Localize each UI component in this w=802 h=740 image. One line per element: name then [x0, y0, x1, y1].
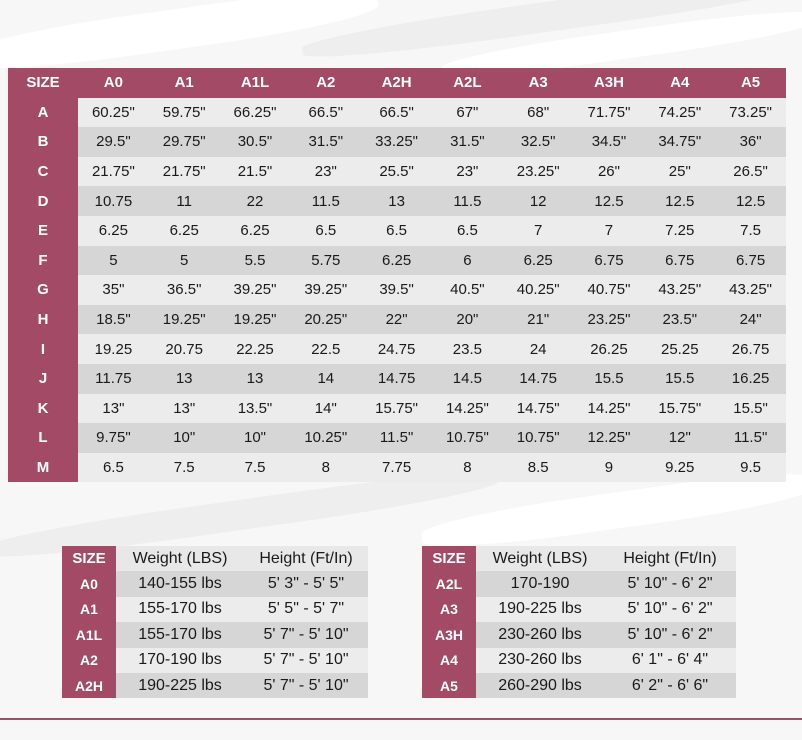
measurement-cell: 59.75" [149, 98, 220, 128]
height-header: Height (Ft/In) [244, 546, 368, 571]
height-cell: 5' 7" - 5' 10" [244, 622, 368, 647]
measurement-cell: 34.75" [644, 127, 715, 157]
measurement-cell: 21.75" [149, 157, 220, 187]
size-column-header-a3h: A3H [574, 68, 645, 98]
table-row [8, 157, 786, 187]
size-label: A1L [62, 622, 116, 647]
measurement-label: F [8, 246, 78, 276]
measurement-cell: 8 [290, 453, 361, 483]
measurement-cell: 40.75" [574, 275, 645, 305]
table-row [8, 275, 786, 305]
measurement-cell: 40.25" [503, 275, 574, 305]
measurement-cell: 36.5" [149, 275, 220, 305]
measurement-label: H [8, 305, 78, 335]
measurement-cell: 9 [574, 453, 645, 483]
measurement-cell: 24" [715, 305, 786, 335]
size-label: A0 [62, 571, 116, 596]
table-row [62, 673, 368, 698]
size-label: A5 [422, 673, 476, 698]
measurement-cell: 43.25" [644, 275, 715, 305]
measurement-cell: 36" [715, 127, 786, 157]
measurement-cell: 19.25" [220, 305, 291, 335]
measurement-cell: 20.75 [149, 334, 220, 364]
measurement-cell: 5.75 [290, 246, 361, 276]
measurement-cell: 11.75 [78, 364, 149, 394]
weight-cell: 260-290 lbs [476, 673, 604, 698]
measurement-cell: 7.5 [149, 453, 220, 483]
size-chart-header [8, 68, 786, 98]
measurement-label: I [8, 334, 78, 364]
size-label: A2 [62, 648, 116, 673]
size-column-header-a1l: A1L [220, 68, 291, 98]
measurement-cell: 20" [432, 305, 503, 335]
measurement-cell: 13" [78, 394, 149, 424]
measurement-cell: 22 [220, 186, 291, 216]
size-column-header-a2l: A2L [432, 68, 503, 98]
measurement-cell: 12.5 [644, 186, 715, 216]
measurement-cell: 34.5" [574, 127, 645, 157]
table-row [422, 622, 736, 647]
table-row [8, 305, 786, 335]
measurement-cell: 22" [361, 305, 432, 335]
measurement-cell: 7 [574, 216, 645, 246]
measurement-cell: 31.5" [290, 127, 361, 157]
measurement-cell: 12 [503, 186, 574, 216]
table-row [422, 648, 736, 673]
measurement-cell: 29.75" [149, 127, 220, 157]
measurement-cell: 15.75" [361, 394, 432, 424]
measurement-cell: 40.5" [432, 275, 503, 305]
measurement-cell: 6.25 [361, 246, 432, 276]
measurement-cell: 6.25 [220, 216, 291, 246]
measurement-cell: 30.5" [220, 127, 291, 157]
measurement-cell: 13 [361, 186, 432, 216]
weight-header: Weight (LBS) [476, 546, 604, 571]
size-label: A3 [422, 597, 476, 622]
size-label: A1 [62, 597, 116, 622]
measurement-cell: 6.5 [290, 216, 361, 246]
measurement-cell: 15.5 [574, 364, 645, 394]
measurement-cell: 24 [503, 334, 574, 364]
measurement-cell: 11.5" [361, 423, 432, 453]
measurement-cell: 13 [149, 364, 220, 394]
measurement-cell: 14.25" [432, 394, 503, 424]
measurement-cell: 39.25" [290, 275, 361, 305]
measurement-cell: 23.5" [644, 305, 715, 335]
measurement-cell: 14 [290, 364, 361, 394]
measurement-cell: 7.75 [361, 453, 432, 483]
height-cell: 6' 1" - 6' 4" [604, 648, 736, 673]
measurement-cell: 6.25 [149, 216, 220, 246]
measurement-cell: 12" [644, 423, 715, 453]
measurement-cell: 15.5" [715, 394, 786, 424]
table-row [8, 423, 786, 453]
height-cell: 5' 10" - 6' 2" [604, 622, 736, 647]
measurement-cell: 15.5 [644, 364, 715, 394]
measurement-cell: 8.5 [503, 453, 574, 483]
measurement-cell: 11 [149, 186, 220, 216]
measurement-cell: 22.25 [220, 334, 291, 364]
measurement-label: E [8, 216, 78, 246]
measurement-cell: 6.75 [644, 246, 715, 276]
measurement-cell: 35" [78, 275, 149, 305]
measurement-cell: 10" [149, 423, 220, 453]
weight-height-table-left [62, 546, 368, 698]
height-cell: 5' 10" - 6' 2" [604, 597, 736, 622]
height-cell: 6' 2" - 6' 6" [604, 673, 736, 698]
measurement-cell: 6.5 [432, 216, 503, 246]
size-label: A2L [422, 571, 476, 596]
size-header: SIZE [422, 546, 476, 571]
size-column-header: SIZE [8, 68, 78, 98]
size-label: A3H [422, 622, 476, 647]
measurement-cell: 25.5" [361, 157, 432, 187]
measurement-cell: 12.5 [574, 186, 645, 216]
measurement-cell: 7 [503, 216, 574, 246]
measurement-label: A [8, 98, 78, 128]
weight-cell: 170-190 [476, 571, 604, 596]
measurement-cell: 6.25 [503, 246, 574, 276]
table-row [8, 246, 786, 276]
measurement-cell: 13" [149, 394, 220, 424]
measurement-cell: 32.5" [503, 127, 574, 157]
size-column-header-a3: A3 [503, 68, 574, 98]
measurement-cell: 12.5 [715, 186, 786, 216]
measurement-cell: 11.5 [432, 186, 503, 216]
measurement-cell: 10.75" [503, 423, 574, 453]
measurement-cell: 18.5" [78, 305, 149, 335]
measurement-cell: 6.75 [715, 246, 786, 276]
height-cell: 5' 7" - 5' 10" [244, 673, 368, 698]
measurement-cell: 26.25 [574, 334, 645, 364]
weight-cell: 190-225 lbs [116, 673, 244, 698]
measurement-cell: 66.5" [361, 98, 432, 128]
weight-cell: 170-190 lbs [116, 648, 244, 673]
measurement-cell: 13 [220, 364, 291, 394]
weight-cell: 230-260 lbs [476, 648, 604, 673]
measurement-cell: 23.5 [432, 334, 503, 364]
measurement-cell: 66.25" [220, 98, 291, 128]
measurement-cell: 66.5" [290, 98, 361, 128]
size-chart-table [8, 68, 786, 482]
measurement-label: D [8, 186, 78, 216]
size-chart-body [8, 98, 786, 483]
size-column-header-a2h: A2H [361, 68, 432, 98]
measurement-cell: 7.25 [644, 216, 715, 246]
size-column-header-a2: A2 [290, 68, 361, 98]
measurement-cell: 14.5 [432, 364, 503, 394]
measurement-cell: 29.5" [78, 127, 149, 157]
measurement-cell: 11.5 [290, 186, 361, 216]
measurement-cell: 5 [149, 246, 220, 276]
table-row [422, 571, 736, 596]
measurement-cell: 21" [503, 305, 574, 335]
size-label: A2H [62, 673, 116, 698]
measurement-cell: 13.5" [220, 394, 291, 424]
measurement-cell: 25.25 [644, 334, 715, 364]
height-header: Height (Ft/In) [604, 546, 736, 571]
table-row [8, 186, 786, 216]
measurement-label: J [8, 364, 78, 394]
measurement-cell: 21.75" [78, 157, 149, 187]
table-row [62, 648, 368, 673]
measurement-cell: 23" [290, 157, 361, 187]
table-row [8, 394, 786, 424]
measurement-cell: 9.5 [715, 453, 786, 483]
weight-cell: 155-170 lbs [116, 597, 244, 622]
measurement-cell: 6.5 [361, 216, 432, 246]
measurement-cell: 5.5 [220, 246, 291, 276]
weight-cell: 230-260 lbs [476, 622, 604, 647]
measurement-cell: 16.25 [715, 364, 786, 394]
measurement-cell: 33.25" [361, 127, 432, 157]
measurement-cell: 11.5" [715, 423, 786, 453]
measurement-cell: 23.25" [503, 157, 574, 187]
measurement-cell: 9.25 [644, 453, 715, 483]
measurement-cell: 25" [644, 157, 715, 187]
measurement-cell: 10.25" [290, 423, 361, 453]
measurement-label: M [8, 453, 78, 483]
weight-cell: 140-155 lbs [116, 571, 244, 596]
measurement-cell: 6.75 [574, 246, 645, 276]
measurement-cell: 9.75" [78, 423, 149, 453]
measurement-cell: 23.25" [574, 305, 645, 335]
measurement-cell: 14.75" [503, 394, 574, 424]
measurement-cell: 5 [78, 246, 149, 276]
measurement-cell: 19.25 [78, 334, 149, 364]
measurement-cell: 20.25" [290, 305, 361, 335]
measurement-cell: 67" [432, 98, 503, 128]
table-row [62, 622, 368, 647]
measurement-cell: 6 [432, 246, 503, 276]
measurement-cell: 43.25" [715, 275, 786, 305]
measurement-cell: 31.5" [432, 127, 503, 157]
table-row [422, 673, 736, 698]
measurement-label: L [8, 423, 78, 453]
measurement-cell: 73.25" [715, 98, 786, 128]
weight-cell: 155-170 lbs [116, 622, 244, 647]
height-cell: 5' 3" - 5' 5" [244, 571, 368, 596]
size-header: SIZE [62, 546, 116, 571]
measurement-cell: 39.25" [220, 275, 291, 305]
table-row [62, 571, 368, 596]
measurement-label: C [8, 157, 78, 187]
measurement-cell: 8 [432, 453, 503, 483]
table-row [8, 98, 786, 128]
measurement-cell: 71.75" [574, 98, 645, 128]
size-column-header-a1: A1 [149, 68, 220, 98]
measurement-cell: 6.5 [78, 453, 149, 483]
table-row [8, 334, 786, 364]
measurement-cell: 14.75 [361, 364, 432, 394]
weight-height-table-right [422, 546, 736, 698]
weight-header: Weight (LBS) [116, 546, 244, 571]
table-row [422, 597, 736, 622]
table-row [8, 364, 786, 394]
measurement-cell: 68" [503, 98, 574, 128]
table-row [62, 597, 368, 622]
measurement-label: B [8, 127, 78, 157]
measurement-cell: 39.5" [361, 275, 432, 305]
measurement-cell: 10" [220, 423, 291, 453]
measurement-cell: 14" [290, 394, 361, 424]
measurement-cell: 14.25" [574, 394, 645, 424]
height-cell: 5' 5" - 5' 7" [244, 597, 368, 622]
height-cell: 5' 10" - 6' 2" [604, 571, 736, 596]
measurement-cell: 10.75 [78, 186, 149, 216]
measurement-label: G [8, 275, 78, 305]
size-column-header-a4: A4 [644, 68, 715, 98]
table-row [8, 216, 786, 246]
measurement-cell: 22.5 [290, 334, 361, 364]
measurement-cell: 26" [574, 157, 645, 187]
measurement-cell: 26.5" [715, 157, 786, 187]
measurement-cell: 24.75 [361, 334, 432, 364]
measurement-cell: 10.75" [432, 423, 503, 453]
measurement-cell: 21.5" [220, 157, 291, 187]
measurement-cell: 60.25" [78, 98, 149, 128]
measurement-cell: 6.25 [78, 216, 149, 246]
weight-cell: 190-225 lbs [476, 597, 604, 622]
height-cell: 5' 7" - 5' 10" [244, 648, 368, 673]
measurement-cell: 19.25" [149, 305, 220, 335]
table-row [8, 453, 786, 483]
size-column-header-a5: A5 [715, 68, 786, 98]
table-row [8, 127, 786, 157]
measurement-cell: 7.5 [220, 453, 291, 483]
measurement-cell: 23" [432, 157, 503, 187]
measurement-cell: 15.75" [644, 394, 715, 424]
size-label: A4 [422, 648, 476, 673]
measurement-cell: 12.25" [574, 423, 645, 453]
measurement-cell: 26.75 [715, 334, 786, 364]
bottom-divider [0, 718, 802, 720]
measurement-cell: 74.25" [644, 98, 715, 128]
size-column-header-a0: A0 [78, 68, 149, 98]
measurement-cell: 7.5 [715, 216, 786, 246]
measurement-label: K [8, 394, 78, 424]
measurement-cell: 14.75 [503, 364, 574, 394]
